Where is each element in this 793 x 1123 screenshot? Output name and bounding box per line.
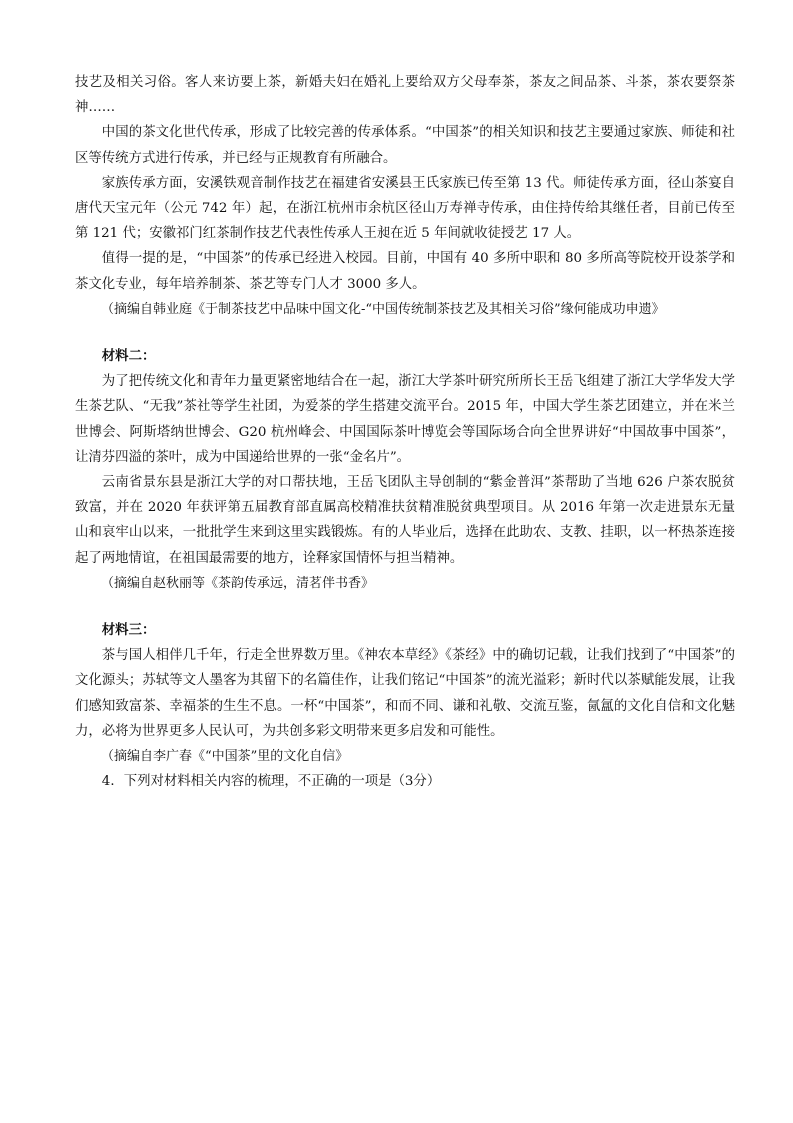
material2-heading: 材料二：: [101, 348, 156, 365]
material2-source: （摘编自赵秋丽等《茶韵传承远，清茗伴书香》: [101, 575, 375, 591]
material1-paragraph-3: 家族传承方面，安溪铁观音制作技艺在福建省安溪县王氏家族已传至第 13 代。师徒传承方面，径山茶宴自唐代天宝元年（公元 742 年）起，在浙江杭州市余杭区径山万寿禅寺传承，由住持传给其继任者，目前已传至第 121 代；安徽祁门红茶制作技艺代表性传承人王昶在近 5 年间就收徒授艺 17 人。: [75, 175, 735, 242]
material1-source: （摘编自韩业庭《于制茶技艺中品味中国文化-“中国传统制茶技艺及其相关习俗”缘何能成功申遗》: [101, 301, 665, 317]
material2-paragraph-2: 云南省景东县是浙江大学的对口帮扶地，王岳飞团队主导创制的“紫金普洱”茶帮助了当地 626 户茶农脱贫致富，并在 2020 年获评第五届教育部直属高校精准扶贫精准脱贫典型项目。从 2016 年第一次走进景东无量山和哀牢山以来，一批批学生来到这里实践锻炼。有的人毕业后，选择在此助农、支教、挂职，以一杯热茶连接起了两地情谊，在祖国最需要的地方，诠释家国情怀与担当精神。: [75, 475, 735, 566]
material3-heading: 材料三：: [101, 622, 156, 639]
question-4: 4．下列对材料相关内容的梳理，不正确的一项是（3分）: [101, 774, 441, 790]
material1-paragraph-continued: 技艺及相关习俗。客人来访要上茶，新婚夫妇在婚礼上要给双方父母奉茶，茶友之间品茶、斗茶，茶农要祭茶神……: [75, 75, 735, 116]
spacer: [75, 322, 735, 344]
document-page: [75, 70, 735, 794]
material1-paragraph-2: 中国的茶文化世代传承，形成了比较完善的传承体系。“中国茶”的相关知识和技艺主要通过家族、师徒和社区等传统方式进行传承，并已经与正规教育有所融合。: [75, 125, 735, 166]
material2-paragraph-1: 为了把传统文化和青年力量更紧密地结合在一起，浙江大学茶叶研究所所长王岳飞组建了浙江大学华发大学生茶艺队、“无我”茶社等学生社团，为爱茶的学生搭建交流平台。2015 年，中国大学生茶艺团建立，并在米兰世博会、阿斯塔纳世博会、G20 杭州峰会、中国国际茶叶博览会等国际场合向全世界讲好“中国故事中国茶”，让清芬四溢的茶叶，成为中国递给世界的一张“金名片”。: [75, 374, 735, 465]
material3-source: （摘编自李广春《“中国茶”里的文化自信》: [101, 749, 349, 765]
material3-paragraph-1: 茶与国人相伴几千年，行走全世界数万里。《神农本草经》《茶经》中的确切记载，让我们找到了“中国茶”的文化源头；苏轼等文人墨客为其留下的名篇佳作，让我们铭记“中国茶”的流光溢彩；新时代以茶赋能发展，让我们感知致富茶、幸福茶的生生不息。一杯“中国茶”，和而不同、谦和礼敬、交流互鉴，氤氲的文化自信和文化魅力，必将为世界更多人民认可，为共创多彩文明带来更多启发和可能性。: [75, 648, 735, 739]
material1-paragraph-4: 值得一提的是，“中国茶”的传承已经进入校园。目前，中国有 40 多所中职和 80 多所高等院校开设茶学和茶文化专业，每年培养制茶、茶艺等专门人才 3000 多人。: [75, 251, 735, 292]
spacer: [75, 596, 735, 618]
